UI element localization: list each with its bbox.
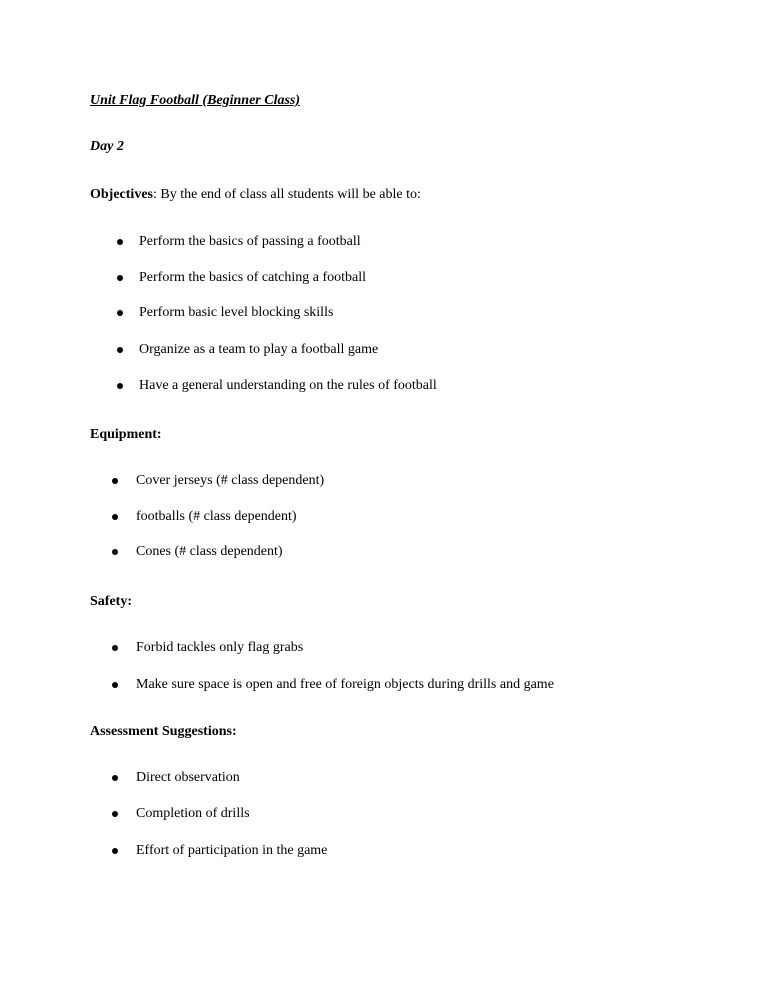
bullet-icon [117, 275, 123, 281]
equipment-text: footballs (# class dependent) [136, 509, 297, 524]
objective-text: Perform basic level blocking skills [139, 305, 334, 320]
objective-text: Have a general understanding on the rules of football [139, 378, 437, 393]
bullet-icon [112, 478, 118, 484]
bullet-icon [117, 239, 123, 245]
objectives-label: Objectives [90, 187, 153, 202]
objective-text: Organize as a team to play a football game [139, 342, 379, 357]
assessment-text: Effort of participation in the game [136, 843, 328, 858]
safety-heading: Safety: [90, 594, 132, 609]
equipment-heading: Equipment: [90, 427, 162, 442]
objectives-line [90, 186, 421, 204]
bullet-icon [117, 383, 123, 389]
bullet-icon [112, 514, 118, 520]
bullet-icon [112, 645, 118, 651]
bullet-icon [112, 848, 118, 854]
assessment-text: Completion of drills [136, 806, 250, 821]
bullet-icon [112, 775, 118, 781]
assessment-text: Direct observation [136, 770, 240, 785]
objective-text: Perform the basics of catching a football [139, 270, 367, 285]
assessment-heading: Assessment Suggestions: [90, 724, 237, 739]
bullet-icon [117, 310, 123, 316]
equipment-text: Cover jerseys (# class dependent) [136, 473, 325, 488]
bullet-icon [112, 811, 118, 817]
document-title: Unit Flag Football (Beginner Class) [90, 93, 301, 108]
bullet-icon [112, 549, 118, 555]
objective-text: Perform the basics of passing a football [139, 234, 361, 249]
day-label: Day 2 [90, 139, 124, 154]
bullet-icon [112, 682, 118, 688]
bullet-icon [117, 347, 123, 353]
safety-text: Forbid tackles only flag grabs [136, 640, 304, 655]
objectives-intro: : By the end of class all students will be able to: [152, 187, 421, 202]
safety-text: Make sure space is open and free of foreign objects during drills and game [136, 677, 554, 692]
equipment-text: Cones (# class dependent) [136, 544, 283, 559]
